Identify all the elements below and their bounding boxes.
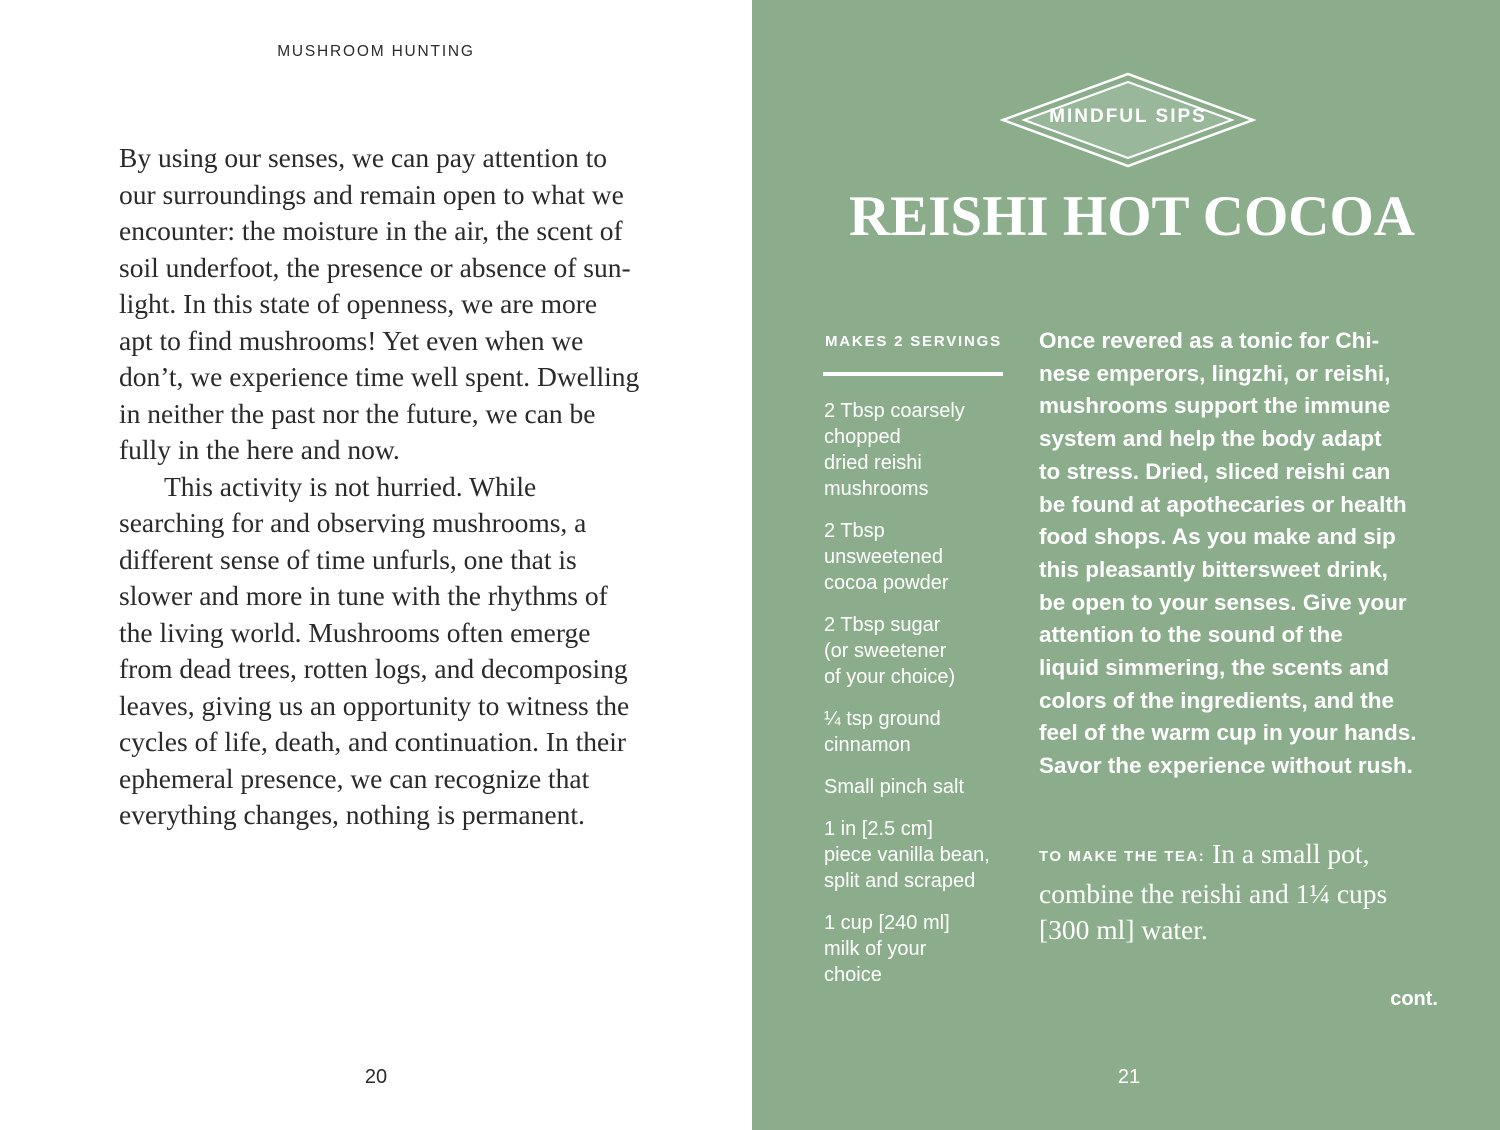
intro-line: this pleasantly bittersweet drink, [1039, 556, 1388, 582]
ingredient-line: of your choice) [824, 666, 956, 688]
intro-line: be found at apothecaries or health [1039, 491, 1407, 517]
ingredient-item [824, 706, 1024, 758]
text-line: cycles of life, death, and continuation. In their [119, 726, 627, 757]
ingredient-list [824, 398, 1024, 1004]
text-line: apt to find mushrooms! Yet even when we [119, 324, 584, 356]
ingredient-line: 2 Tbsp coarsely [824, 400, 965, 422]
ingredient-item [824, 816, 1024, 894]
text-line: light. In this state of openness, we are more [119, 288, 598, 319]
recipe-title: REISHI HOT COCOA [849, 185, 1415, 248]
ingredient-item [824, 612, 1024, 690]
intro-line: colors of the ingredients, and the [1039, 687, 1395, 713]
text-line: leaves, giving us an opportunity to witness the [119, 689, 630, 721]
ingredient-line: piece vanilla bean, [824, 844, 990, 866]
continued-label: cont. [1390, 988, 1438, 1010]
ingredient-line: choice [824, 964, 882, 986]
ingredient-line: cinnamon [824, 734, 911, 756]
ingredient-line: split and scraped [824, 870, 976, 892]
intro-line: to stress. Dried, sliced reishi can [1039, 458, 1391, 484]
running-head: MUSHROOM HUNTING [277, 43, 475, 60]
intro-line: nese emperors, lingzhi, or reishi, [1039, 360, 1391, 386]
ingredient-line: 2 Tbsp sugar [824, 614, 941, 636]
intro-line: attention to the sound of the [1039, 622, 1343, 648]
intro-line: liquid simmering, the scents and [1039, 655, 1390, 681]
ingredient-line: (or sweetener [824, 640, 947, 662]
section-badge [1000, 72, 1256, 168]
method-label: TO MAKE THE TEA: [1039, 848, 1206, 865]
ingredient-item [824, 398, 1024, 502]
servings-rule [823, 372, 1003, 376]
text-line: slower and more in tune with the rhythms of [119, 580, 608, 611]
ingredient-item [824, 910, 1024, 988]
intro-line: Savor the experience without rush. [1039, 753, 1413, 779]
ingredient-line: Small pinch salt [824, 776, 965, 798]
text-line: don’t, we experience time well spent. Dwelling [119, 361, 640, 392]
text-line: everything changes, nothing is permanent. [119, 799, 585, 830]
page-number-right: 21 [1117, 1066, 1141, 1088]
ingredient-line: unsweetened [824, 546, 943, 568]
ingredient-line: 2 Tbsp [824, 520, 885, 542]
ingredient-item [824, 774, 1024, 800]
text-line: This activity is not hurried. While [164, 470, 537, 502]
ingredient-line: mushrooms [824, 478, 929, 500]
method-step [1039, 836, 1469, 949]
ingredient-line: chopped [824, 426, 901, 448]
ingredient-line: 1 cup [240 ml] [824, 912, 950, 934]
method-text: In a small pot, [1212, 838, 1370, 869]
text-line: soil underfoot, the presence or absence of sun- [119, 251, 631, 283]
ingredient-line: cocoa powder [824, 572, 949, 594]
page-number-left: 20 [364, 1066, 388, 1088]
intro-line: mushrooms support the immune [1039, 393, 1391, 419]
text-line: in neither the past nor the future, we can be [119, 397, 596, 429]
text-line: our surroundings and remain open to what we [119, 178, 624, 210]
text-line: from dead trees, rotten logs, and decomposing [119, 653, 628, 684]
ingredient-item [824, 518, 1024, 596]
intro-line: be open to your senses. Give your [1039, 589, 1407, 615]
ingredient-line: ¼ tsp ground [824, 708, 941, 730]
intro-line: food shops. As you make and sip [1039, 524, 1396, 550]
text-line: encounter: the moisture in the air, the scent of [119, 215, 623, 246]
ingredient-line: milk of your [824, 938, 927, 960]
ingredient-line: 1 in [2.5 cm] [824, 818, 933, 840]
text-line: ephemeral presence, we can recognize that [119, 762, 590, 794]
text-line: the living world. Mushrooms often emerge [119, 616, 591, 648]
right-page [752, 0, 1500, 1130]
intro-line: system and help the body adapt [1039, 426, 1382, 452]
intro-line: Once revered as a tonic for Chi- [1039, 328, 1380, 353]
intro-line: feel of the warm cup in your hands. [1039, 720, 1417, 746]
method-line [1039, 836, 1469, 876]
method-line: [300 ml] water. [1039, 914, 1208, 945]
text-line: By using our senses, we can pay attention to [119, 142, 608, 173]
recipe-intro [1039, 325, 1459, 783]
text-line: different sense of time unfurls, one that is [119, 543, 577, 575]
text-line: searching for and observing mushrooms, a [119, 507, 587, 538]
text-line: fully in the here and now. [119, 434, 400, 465]
ingredient-line: dried reishi [824, 452, 922, 474]
servings-label: MAKES 2 SERVINGS [825, 333, 1002, 350]
method-line: combine the reishi and 1¼ cups [1039, 877, 1388, 909]
body-text [119, 140, 644, 834]
badge-label: MINDFUL SIPS [1049, 106, 1207, 127]
